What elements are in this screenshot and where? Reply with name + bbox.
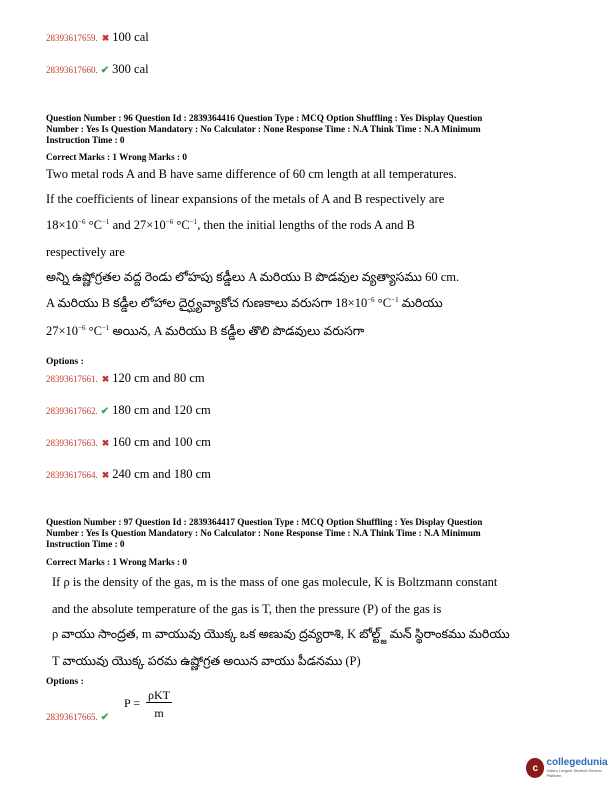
option-text: 160 cm and 100 cm	[112, 435, 211, 449]
option-id: 28393617660.	[46, 65, 98, 75]
telugu-line	[46, 324, 364, 342]
unit: °C	[374, 296, 392, 311]
options-label: Options :	[46, 357, 84, 367]
option-text: 120 cm and 80 cm	[112, 371, 205, 385]
question-header	[46, 517, 556, 550]
option-id: 28393617661.	[46, 374, 98, 384]
exponent: −6	[367, 296, 375, 304]
telugu-line: T వాయువు యొక్క పరమ ఉష్ణోగ్రత అయిన వాయు పీడనము (P)	[52, 654, 361, 668]
unit-exponent: −1	[101, 218, 110, 226]
options-label: Options :	[46, 677, 84, 687]
option-row[interactable]	[46, 403, 211, 418]
option-id: 28393617665.	[46, 712, 98, 722]
line-tail: , then the initial lengths of the rods A and B	[197, 218, 415, 233]
formula-numerator: ρKT	[146, 688, 172, 703]
header-line: Instruction Time : 0	[46, 135, 125, 145]
logo-name: collegedunia	[546, 757, 608, 768]
question-line	[46, 218, 415, 233]
exponent: −6	[165, 218, 174, 226]
collegedunia-logo	[526, 758, 612, 778]
telugu-line: ρ వాయు సాంద్రత, m వాయువు యొక్క ఒక అణువు ద్రవ్యరాశి, K బోల్ట్జ్ మన్ స్థిరాంకము మరియు	[52, 627, 510, 641]
coef-b: 27×10	[46, 324, 79, 339]
header-line: Instruction Time : 0	[46, 539, 125, 549]
question-line: If the coefficients of linear expansions of the metals of A and B respectively are	[46, 192, 445, 206]
option-row[interactable]	[46, 30, 149, 45]
option-row[interactable]	[46, 712, 112, 723]
unit: °C	[85, 324, 102, 339]
exponent: −6	[78, 324, 86, 332]
unit-exponent: −1	[189, 218, 198, 226]
option-text: 100 cal	[112, 30, 149, 44]
question-line: If ρ is the density of the gas, m is the mass of one gas molecule, K is Boltzmann constant	[52, 575, 498, 589]
coef-a: 18×10	[46, 218, 79, 233]
telugu-text: A మరియు B కడ్డీల లోహాల దైర్ఘ్యవ్యాకోచ గుణకాలు వరుసగా	[46, 296, 336, 311]
exponent: −6	[78, 218, 86, 226]
marks-info: Correct Marks : 1 Wrong Marks : 0	[46, 557, 187, 567]
correct-icon: ✔	[100, 712, 110, 723]
option-text: 180 cm and 120 cm	[112, 403, 211, 417]
question-line: and the absolute temperature of the gas is T, then the pressure (P) of the gas is	[52, 602, 442, 616]
wrong-icon: ✖	[101, 374, 110, 384]
telugu-text: అయిన, A మరియు B కడ్డీల తొలి పొడవులు వరుసగా	[109, 324, 365, 339]
correct-icon: ✔	[100, 406, 110, 417]
unit-exponent: −1	[391, 296, 399, 304]
header-line: Number : Yes Is Question Mandatory : No Calculator : None Response Time : N.A Think Time : N.A Minimum	[46, 124, 481, 134]
option-id: 28393617659.	[46, 33, 98, 43]
telugu-text: మరియు	[398, 296, 443, 311]
logo-tagline: India's Largest Student Review Platform	[546, 768, 602, 778]
telugu-line: అన్ని ఉష్ణోగ్రతల వద్ద రెండు లోహపు కడ్డీలు A మరియు B పొడవుల వ్యత్యాసము 60 cm.	[46, 270, 460, 284]
wrong-icon: ✖	[101, 438, 110, 448]
logo-text	[546, 758, 612, 778]
formula-denominator: m	[154, 706, 164, 720]
header-line: Number : Yes Is Question Mandatory : No Calculator : None Response Time : N.A Think Time : N.A Minimum	[46, 528, 481, 538]
question-line: Two metal rods A and B have same difference of 60 cm length at all temperatures.	[46, 167, 457, 181]
formula-lhs: P =	[124, 696, 140, 710]
header-line: Question Number : 97 Question Id : 2839364417 Question Type : MCQ Option Shuffling : Yes Display Question	[46, 517, 483, 527]
option-text: 300 cal	[112, 62, 149, 76]
option-text: 240 cm and 180 cm	[112, 467, 211, 481]
unit: °C	[85, 218, 102, 233]
unit: °C	[173, 218, 190, 233]
and-text: and	[109, 218, 134, 233]
telugu-line	[46, 296, 443, 314]
option-row[interactable]	[46, 435, 211, 450]
header-line: Question Number : 96 Question Id : 2839364416 Question Type : MCQ Option Shuffling : Yes Display Question	[46, 113, 483, 123]
correct-icon: ✔	[100, 65, 110, 76]
coef-b: 27×10	[133, 218, 166, 233]
option-id: 28393617663.	[46, 438, 98, 448]
wrong-icon: ✖	[101, 33, 110, 43]
logo-badge-icon: c	[526, 758, 544, 778]
marks-info: Correct Marks : 1 Wrong Marks : 0	[46, 152, 187, 162]
coef-a: 18×10	[335, 296, 368, 311]
option-row[interactable]	[46, 371, 205, 386]
option-row[interactable]	[46, 467, 211, 482]
wrong-icon: ✖	[101, 470, 110, 480]
option-id: 28393617662.	[46, 406, 98, 416]
question-header	[46, 113, 556, 146]
unit-exponent: −1	[101, 324, 110, 332]
option-row[interactable]	[46, 62, 149, 77]
option-id: 28393617664.	[46, 470, 98, 480]
question-line: respectively are	[46, 245, 125, 259]
